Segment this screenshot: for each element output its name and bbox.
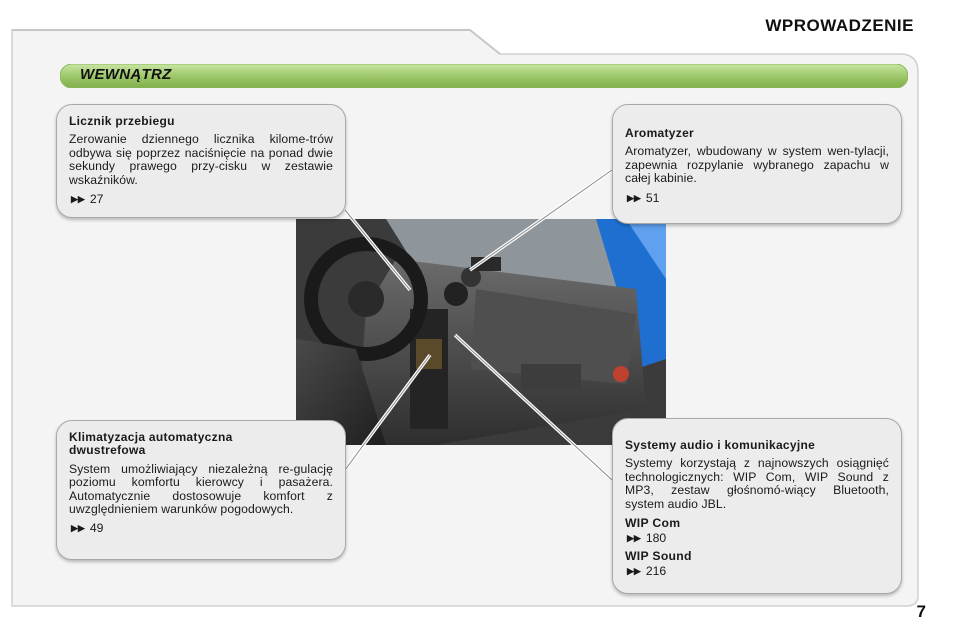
page-reference-number: 49 — [89, 521, 104, 536]
section-header-bar — [60, 64, 908, 88]
callout-title: Systemy audio i komunikacyjne — [625, 438, 816, 452]
callout-title: Licznik przebiegu — [69, 114, 175, 128]
section-title: WEWNĄTRZ — [80, 66, 172, 83]
callout-climate-control — [56, 420, 346, 560]
page-reference[interactable] — [627, 532, 889, 545]
page-reference[interactable] — [71, 193, 333, 206]
subsection-title-wip-com: WIP Com — [625, 516, 681, 531]
callout-air-freshener — [612, 104, 902, 224]
page-reference[interactable] — [627, 192, 889, 205]
dashboard-interior-photo — [296, 219, 666, 445]
fast-forward-arrows-icon: ▶▶ — [627, 533, 641, 544]
callout-body: Zerowanie dziennego licznika kilome-trów odbywa się poprzez naciśnięcie na ponad dwie sekundy prawego przy-cisku w zestawie wskaźników. — [69, 132, 333, 187]
fast-forward-arrows-icon: ▶▶ — [71, 523, 85, 534]
callout-body: Aromatyzer, wbudowany w system wen-tylacji, zapewnia rozpylanie wybranego zapachu w całej kabinie. — [625, 144, 889, 186]
page-reference[interactable] — [627, 565, 889, 578]
page-reference[interactable] — [71, 522, 333, 535]
page-reference-number: 216 — [645, 564, 667, 579]
fast-forward-arrows-icon: ▶▶ — [627, 566, 641, 577]
fast-forward-arrows-icon: ▶▶ — [627, 192, 641, 203]
fast-forward-arrows-icon: ▶▶ — [71, 194, 85, 205]
callout-audio-systems — [612, 418, 902, 594]
page-reference-number: 27 — [89, 192, 104, 207]
page-number: 7 — [916, 602, 926, 621]
callout-odometer — [56, 104, 346, 218]
page-reference-number: 180 — [645, 531, 667, 546]
callout-title: Klimatyzacja automatyczna dwustrefowa — [69, 430, 233, 458]
callout-title: Aromatyzer — [625, 126, 695, 140]
subsection-title-wip-sound: WIP Sound — [625, 548, 692, 563]
page-reference-number: 51 — [645, 190, 660, 205]
page-title: WPROWADZENIE — [765, 16, 914, 35]
callout-body: System umożliwiający niezależną re-gulację poziomu komfortu kierowcy i pasażera. Automatycznie dostosowuje komfort z uwzględnieniem warunków pogodowych. — [69, 461, 333, 517]
callout-body: Systemy korzystają z najnowszych osiągnięć technologicznych: WIP Com, WIP Sound z MP3, zestaw głośnomó-wiący Bluetooth, system audio JBL. — [625, 456, 889, 511]
